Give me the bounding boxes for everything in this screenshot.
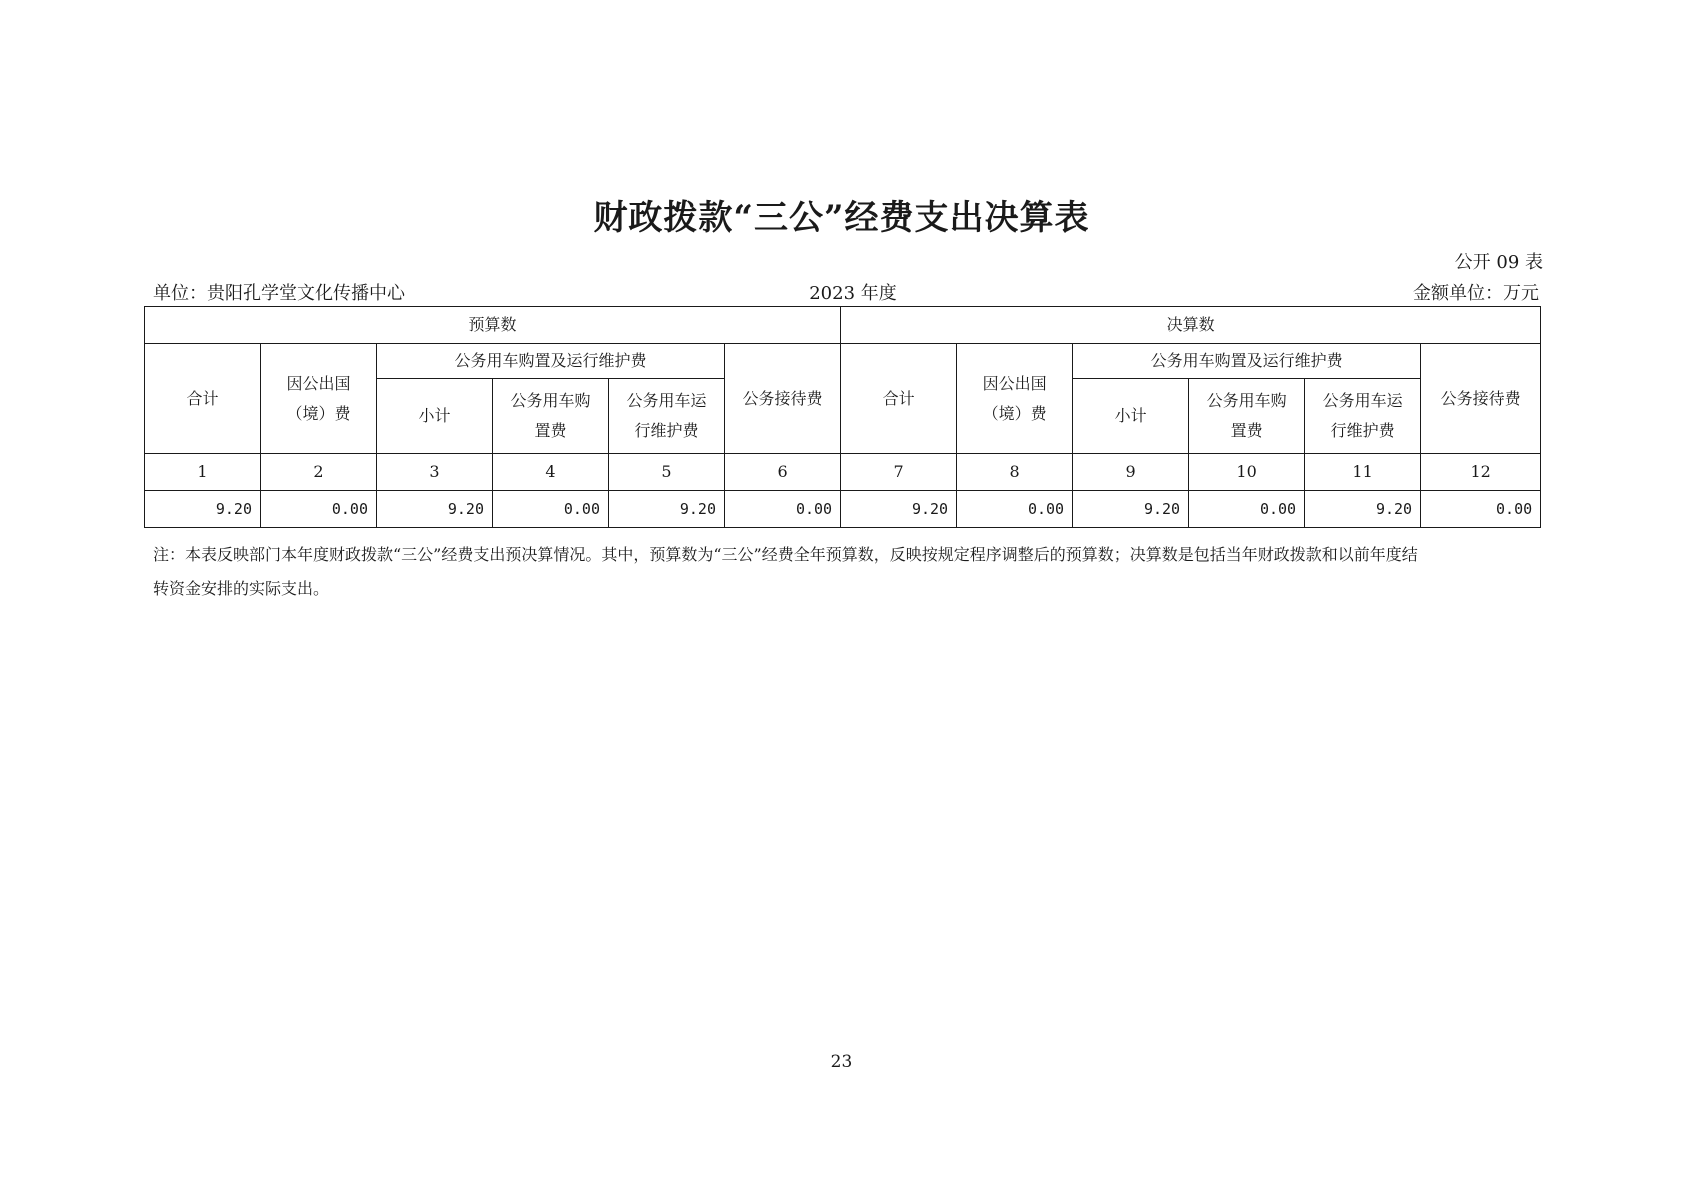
column-number: 4 <box>493 454 609 491</box>
column-number: 3 <box>377 454 493 491</box>
year-label: 2023 年度 <box>809 283 897 304</box>
budget-vehicle-operation-header <box>609 379 725 454</box>
three-public-expense-table <box>144 306 1541 528</box>
value-row <box>145 491 1541 528</box>
page-title: 财政拨款“三公”经费支出决算表 <box>593 198 1090 238</box>
final-vehicle-operation-header <box>1305 379 1421 454</box>
budget-total-header: 合计 <box>145 344 261 454</box>
table-note-line1: 注：本表反映部门本年度财政拨款“三公”经费支出预决算情况。其中，预算数为“三公”经费全年预算数，反映按规定程序调整后的预算数；决算数是包括当年财政拨款和以前年度结 <box>153 545 1418 564</box>
final-vehicle-purchase-line2: 置费 <box>1230 421 1263 440</box>
value-cell: 0.00 <box>261 491 377 528</box>
budget-vehicle-group-header: 公务用车购置及运行维护费 <box>377 344 725 379</box>
column-header-row <box>145 344 1541 379</box>
budget-abroad-header <box>261 344 377 454</box>
column-number: 9 <box>1073 454 1189 491</box>
value-cell: 0.00 <box>725 491 841 528</box>
final-vehicle-group-header: 公务用车购置及运行维护费 <box>1073 344 1421 379</box>
column-number: 11 <box>1305 454 1421 491</box>
budget-abroad-header-line1: 因公出国 <box>286 373 351 393</box>
column-number: 2 <box>261 454 377 491</box>
value-cell: 9.20 <box>145 491 261 528</box>
value-cell: 9.20 <box>1073 491 1189 528</box>
final-vehicle-operation-line2: 行维护费 <box>1330 421 1395 440</box>
final-subtotal-header: 小计 <box>1073 379 1189 454</box>
column-number: 6 <box>725 454 841 491</box>
table-note <box>153 538 1541 606</box>
column-number: 7 <box>841 454 957 491</box>
budget-abroad-header-line2: （境）费 <box>286 403 351 423</box>
budget-reception-header: 公务接待费 <box>725 344 841 454</box>
page-number: 23 <box>830 1052 853 1072</box>
money-unit-label: 金额单位：万元 <box>1413 283 1539 304</box>
value-cell: 0.00 <box>493 491 609 528</box>
final-reception-header: 公务接待费 <box>1421 344 1541 454</box>
final-abroad-header <box>957 344 1073 454</box>
value-cell: 9.20 <box>377 491 493 528</box>
column-number: 1 <box>145 454 261 491</box>
final-abroad-header-line1: 因公出国 <box>982 373 1047 393</box>
column-number: 10 <box>1189 454 1305 491</box>
value-cell: 0.00 <box>1421 491 1541 528</box>
value-cell: 9.20 <box>1305 491 1421 528</box>
column-number: 5 <box>609 454 725 491</box>
budget-vehicle-operation-line1: 公务用车运 <box>626 391 707 410</box>
final-vehicle-purchase-header <box>1189 379 1305 454</box>
final-vehicle-purchase-line1: 公务用车购 <box>1206 391 1287 410</box>
budget-vehicle-purchase-line1: 公务用车购 <box>510 391 591 410</box>
value-cell: 9.20 <box>841 491 957 528</box>
final-abroad-header-line2: （境）费 <box>982 403 1047 423</box>
budget-subtotal-header: 小计 <box>377 379 493 454</box>
column-number: 8 <box>957 454 1073 491</box>
column-number-row <box>145 454 1541 491</box>
final-total-header: 合计 <box>841 344 957 454</box>
unit-label: 单位：贵阳孔学堂文化传播中心 <box>153 283 405 304</box>
final-vehicle-operation-line1: 公务用车运 <box>1322 391 1403 410</box>
column-number: 12 <box>1421 454 1541 491</box>
value-cell: 9.20 <box>609 491 725 528</box>
form-number: 公开 09 表 <box>1454 252 1543 273</box>
value-cell: 0.00 <box>957 491 1073 528</box>
budget-vehicle-purchase-line2: 置费 <box>534 421 567 440</box>
group-header-row <box>145 307 1541 344</box>
meta-row <box>153 279 1539 305</box>
group-final-header: 决算数 <box>841 307 1541 344</box>
budget-vehicle-purchase-header <box>493 379 609 454</box>
value-cell: 0.00 <box>1189 491 1305 528</box>
table-note-line2: 转资金安排的实际支出。 <box>153 579 330 598</box>
budget-vehicle-operation-line2: 行维护费 <box>634 421 699 440</box>
group-budget-header: 预算数 <box>145 307 841 344</box>
